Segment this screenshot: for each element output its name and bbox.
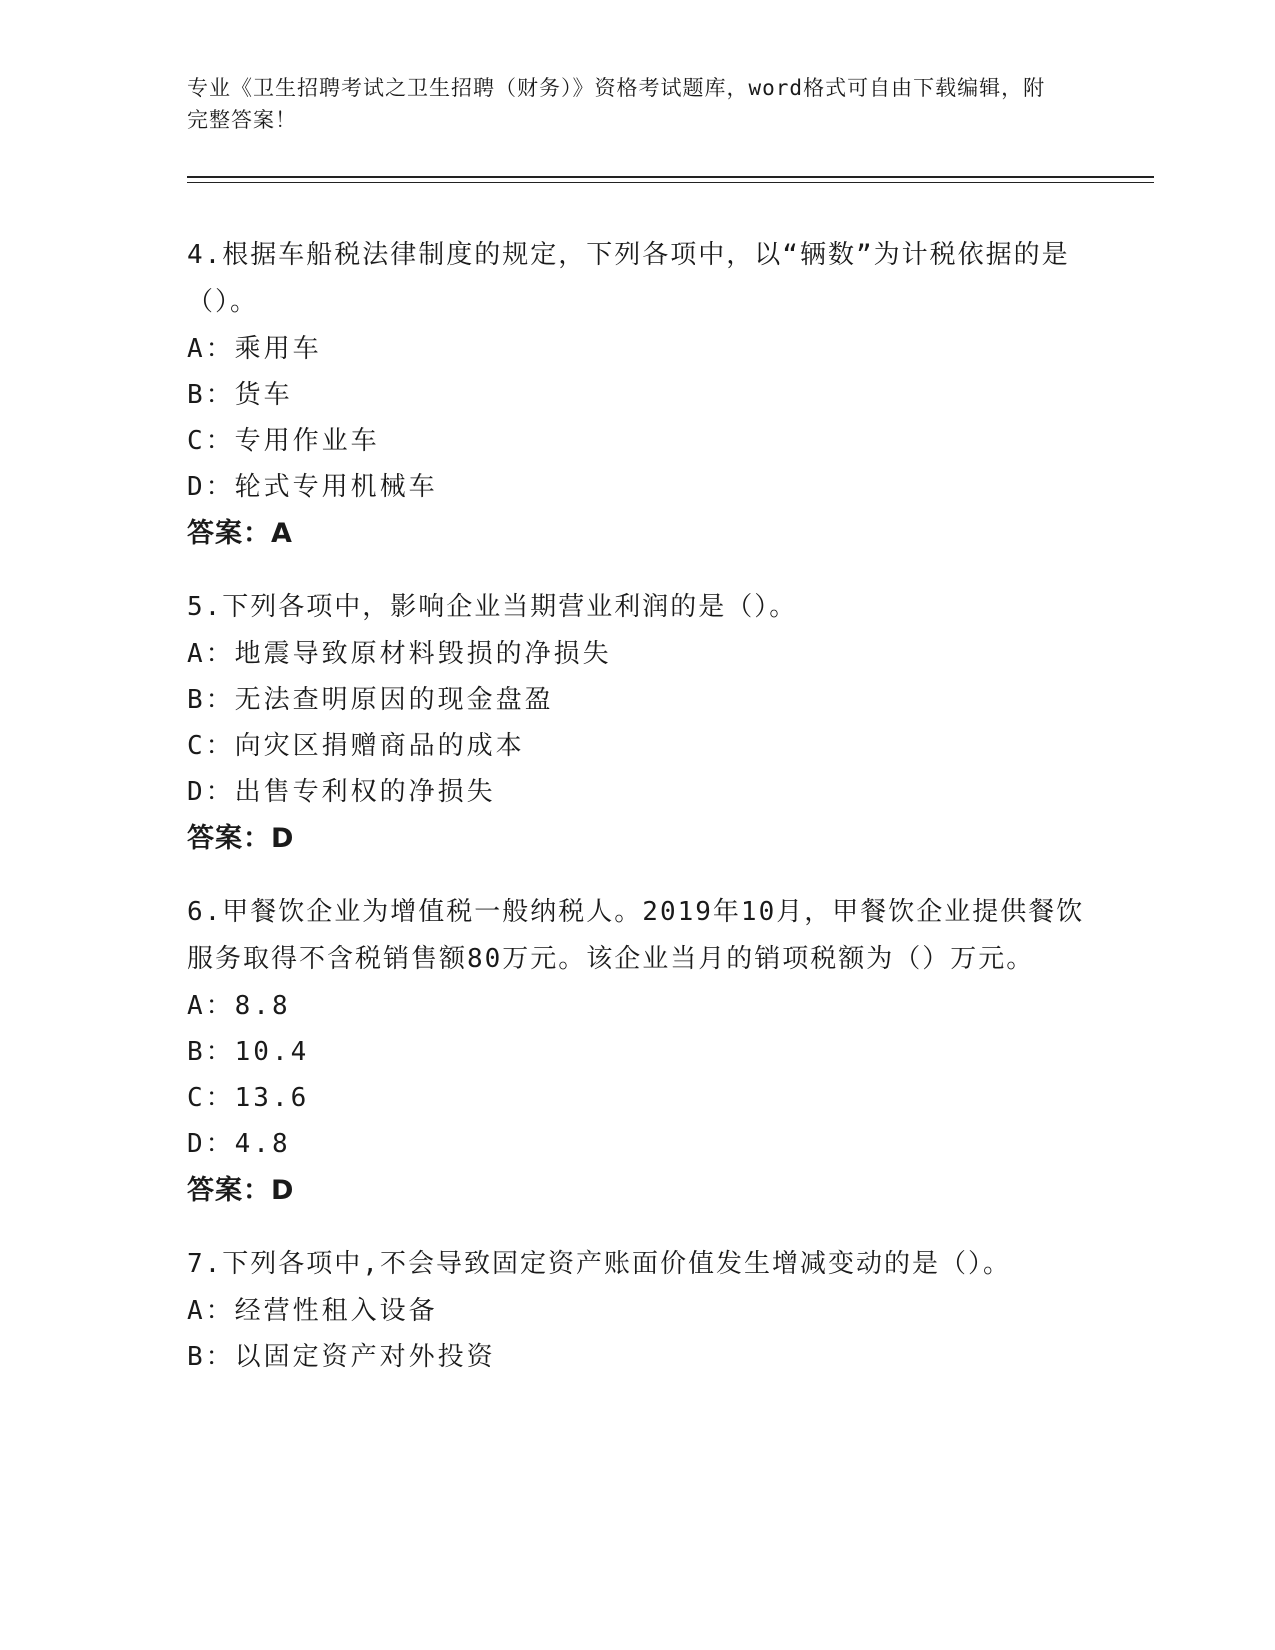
- option-d: D：出售专利权的净损失: [187, 777, 496, 807]
- option-b: B：以固定资产对外投资: [187, 1342, 496, 1372]
- answer: 答案：D: [187, 1175, 295, 1206]
- question-5: [187, 584, 1087, 863]
- answer: 答案：D: [187, 823, 295, 854]
- header-divider: [187, 176, 1154, 178]
- question-4: [187, 232, 1087, 558]
- answer: 答案：A: [187, 518, 293, 549]
- option-b: B：无法查明原因的现金盘盈: [187, 685, 554, 715]
- option-a: A：乘用车: [187, 334, 322, 364]
- question-6: [187, 889, 1087, 1215]
- option-c: C：向灾区捐赠商品的成本: [187, 731, 525, 761]
- document-header: 专业《卫生招聘考试之卫生招聘（财务）》资格考试题库，word格式可自由下载编辑，附完整答案！: [187, 76, 1046, 132]
- question-stem: 4.根据车船税法律制度的规定，下列各项中，以“辆数”为计税依据的是（）。: [187, 240, 1070, 317]
- question-stem: 5.下列各项中，影响企业当期营业利润的是（）。: [187, 592, 798, 622]
- option-a: A：地震导致原材料毁损的净损失: [187, 639, 612, 669]
- option-c: C：专用作业车: [187, 426, 380, 456]
- question-list: [187, 232, 1087, 1406]
- option-b: B：10.4: [187, 1037, 310, 1067]
- question-7: [187, 1241, 1087, 1380]
- option-a: A：8.8: [187, 991, 291, 1021]
- option-a: A：经营性租入设备: [187, 1296, 438, 1326]
- option-d: D：轮式专用机械车: [187, 472, 438, 502]
- option-d: D：4.8: [187, 1129, 291, 1159]
- question-stem: 7.下列各项中,不会导致固定资产账面价值发生增减变动的是（）。: [187, 1249, 1011, 1279]
- option-b: B：货车: [187, 380, 293, 410]
- question-stem: 6.甲餐饮企业为增值税一般纳税人。2019年10月，甲餐饮企业提供餐饮服务取得不含税销售额80万元。该企业当月的销项税额为（）万元。: [187, 897, 1085, 974]
- header-divider-thin: [187, 182, 1154, 183]
- option-c: C：13.6: [187, 1083, 310, 1113]
